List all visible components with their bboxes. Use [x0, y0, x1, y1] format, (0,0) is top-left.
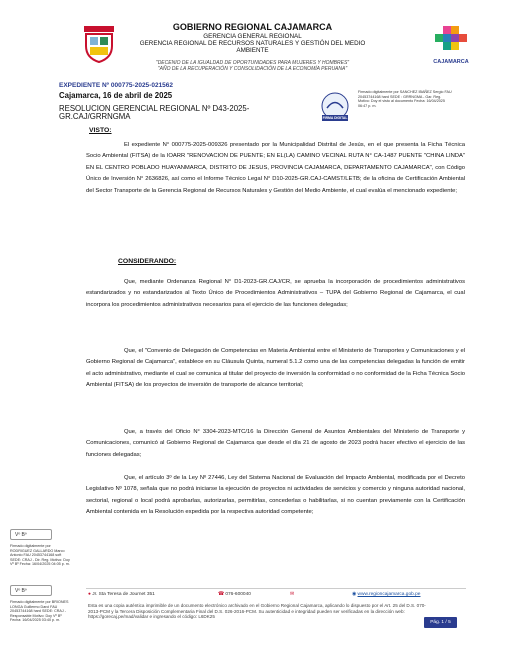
- digital-signature-text: Firmado digitalmente por SANCHEZ IBAÑEZ Sergio FAU 20453744168 hard SEDE : GRRNGMA - Gar. Reg. Motivo: Doy el visto al documento Fecha: 16/04/2025 06:47 p. m.: [358, 90, 452, 108]
- resolution-number: RESOLUCION GERENCIAL REGIONAL Nº D43-2025-GR.CAJ/GRRNGMA: [59, 104, 250, 121]
- footer-authenticity-note: Esta es una copia auténtica imprimible de un documento electrónico archivado en el Gobierno Regional Cajamarca, aplicando lo dispuesto por el Art. 25 del D.S. 070-2013-PCM y la Tercera Disposición Complementaria Final del D.S. 026-2016-PCM. Su autenticidad e integridad pueden ser verificadas en la dirección web: https://gorecaj.pe/mad/validar e ingresando el código: L6DK25: [88, 603, 426, 619]
- vb-stamp-2-text: Firmado digitalmente por BRIONES LONGA Guillermo Darci FAU 20453744168 hard SEDE: CRAJ - Responsable Motivo: Doy Vº Bº Fecha: 16/04/2025 03:40 p. m.: [10, 600, 69, 623]
- paragraph-convenio: Que, el "Convenio de Delegación de Competencias en Materia Ambiental entre el Ministerio de Transportes y Comunicaciones y el Gobierno Regional de Cajamarca", establece en su Cláusula Quinta, numeral 5.1.2 como una de las competencias delegadas la función de emitir el acto administrativo, mediante el cual se comunica al titular del proyecto de inversión la conformidad o no conformidad de la Ficha Técnica Socio Ambiental (FITSA) de los proyectos de inversión de transporte de alcance territorial;: [86, 348, 465, 389]
- vb-stamp-2-label: Vº Bº: [15, 588, 27, 594]
- footer-divider: [86, 588, 466, 589]
- footer-address-text: Jr. Sta Teresa de Journet 351: [92, 592, 155, 597]
- vb-stamp-1-text: Firmado digitalmente por RODRIGUEZ GALLARDO Marco Antonio FAU 20453744168 soft SEDE: CRAJ - Dir. Reg. Motivo: Doy Vº Bº Fecha: 16/04/2025 04:05 p. m.: [10, 544, 70, 567]
- page-number: Pág. 1 / 5: [424, 617, 457, 628]
- slogan-line1: "DECENIO DE LA IGUALDAD DE OPORTUNIDADES PARA MUJERES Y HOMBRES": [155, 60, 350, 66]
- footer-email: [290, 592, 294, 597]
- paragraph-ordenanza: Que, mediante Ordenanza Regional N° D1-2023-GR.CAJ/CR, se aprueba la incorporación de procedimientos administrativos estandarizados y no estandarizados al Texto Único de Procedimientos Administrativos – TUPA del Gobierno Regional de Cajamarca, el cual incorpora los procedimientos administrativos necesarios para el ejercicio de las funciones delegadas;: [86, 279, 465, 308]
- footer-address: [88, 592, 155, 597]
- vb-stamp-2: [10, 585, 52, 596]
- globe-icon: ◉: [352, 592, 357, 597]
- digital-signature-label: FIRMA DIGITAL: [322, 116, 348, 120]
- slogan-line2: "AÑO DE LA RECUPERACIÓN Y CONSOLIDACIÓN DE LA ECONOMÍA PERUANA": [157, 66, 348, 72]
- paragraph-ley: Que, el artículo 3º de la Ley Nº 27446, Ley del Sistema Nacional de Evaluación del Impacto Ambiental, modificada por el Decreto Legislativo Nº 1078, señala que no podrá iniciarse la ejecución de proyectos ni actividades de servicios y comercio y ninguna autoridad nacional, sectorial, regional o local podrá aprobarlas, autorizarlas, permitirlas, concederlas o habilitarlas, si no cuentan previamente con la Certificación Ambiental contenida en la Resolución expedida por la respectiva autoridad competente;: [86, 475, 465, 516]
- paragraph-oficio: Que, a través del Oficio N° 3304-2023-MTC/16 la Dirección General de Asuntos Ambientales del Ministerio de Transporte y Comunicaciones, comunicó al Gobierno Regional de Cajamarca que desde el día 21 de agosto de 2023 podrá hacer efectivo el ejercicio de las funciones delegadas;: [86, 429, 465, 458]
- expediente-number: EXPEDIENTE Nº 000775-2025-021562: [59, 82, 174, 89]
- visto-heading: VISTO:: [89, 127, 112, 134]
- paragraph-visto: El expediente N° 000775-2025-009326 presentado por la Municipalidad Distrital de Jesús, en el que presenta la Ficha Técnica Socio Ambiental (FITSA) de la IOARR "RENOVACION DE PUENTE; EN EL(LA) CAMINO VECINAL RUTA N° CA-1487 PUENTE "CHINA LINDA" EN EL CENTRO POBLADO HUAYANMARCA, DISTRITO DE JESUS, PROVINCIA CAJAMARCA, DEPARTAMENTO CAJAMARCA", con Código Único de Inversión N° 2636826, así como el Informe Técnico Legal N° D10-2025-GR.CAJ-CAMST/LETB; de la oficina de Certificación Ambiental del Sector Transporte de la Gerencia Regional de Recursos Naturales y Gestión del Medio Ambiente, el cual evalúa el mencionado expediente;: [86, 142, 465, 194]
- header-line1: GERENCIA GENERAL REGIONAL: [203, 33, 302, 40]
- header-line3: AMBIENTE: [236, 47, 269, 54]
- cajamarca-logo: [425, 24, 477, 64]
- location-pin-icon: ●: [88, 592, 91, 597]
- vb-stamp-1-label: Vº Bº: [15, 532, 27, 538]
- vb-stamp-1: [10, 529, 52, 540]
- phone-icon: ☎: [218, 592, 224, 597]
- header-title: GOBIERNO REGIONAL CAJAMARCA: [172, 22, 333, 32]
- footer-phone: [218, 592, 251, 597]
- cajamarca-logo-text: CAJAMARCA: [433, 59, 469, 65]
- footer-phone-text: 076-600040: [225, 592, 251, 597]
- footer-website[interactable]: [352, 592, 420, 597]
- header-line2: GERENCIA REGIONAL DE RECURSOS NATURALES Y GESTIÓN DEL MEDIO: [139, 40, 366, 47]
- digital-signature-seal: [318, 91, 352, 125]
- email-icon: ✉: [290, 592, 295, 597]
- considerando-heading: CONSIDERANDO:: [118, 258, 177, 265]
- footer-website-link[interactable]: www.regioncajamarca.gob.pe: [357, 592, 421, 597]
- document-date: Cajamarca, 16 de abril de 2025: [59, 91, 173, 100]
